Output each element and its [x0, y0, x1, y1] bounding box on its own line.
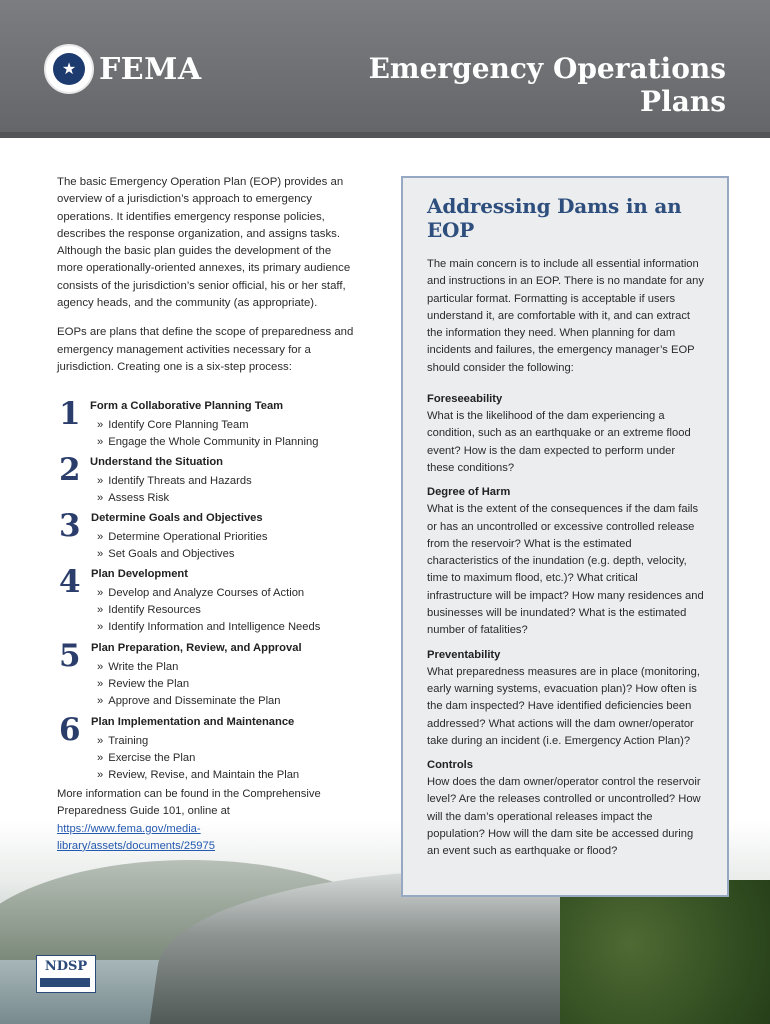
cpg-101-link[interactable]: https://www.fema.gov/media-library/assets/documents/25975 — [57, 822, 215, 852]
intro-paragraph-2: EOPs are plans that define the scope of preparedness and emergency management activities necessary for a jurisdiction. Creating one is a six-step process: — [57, 326, 354, 373]
section-heading: Preventability — [427, 648, 501, 661]
step-item: » Engage the Whole Community in Planning — [97, 434, 367, 451]
step-title: Plan Implementation and Maintenance — [91, 716, 295, 728]
step-title: Plan Development — [91, 568, 188, 580]
controls-section — [427, 757, 705, 860]
step-item: » Review the Plan — [97, 676, 367, 693]
step-number: 4 — [59, 564, 81, 600]
step-item-list — [97, 473, 367, 507]
step-item-list — [97, 733, 367, 784]
section-body: What preparedness measures are in place (monitoring, early warning systems, evacuation plan)? How often is the dam inspected? Have identified deficiencies been addressed? What actions will the dam owner/operator take during an incident (i.e. Emergency Action Plan)? — [427, 665, 700, 747]
header-banner — [0, 0, 770, 138]
step-title: Understand the Situation — [90, 456, 224, 468]
more-info-text — [57, 786, 357, 855]
step-item: » Write the Plan — [97, 659, 367, 676]
intro-text — [57, 174, 357, 388]
fema-logo: FEMA — [99, 52, 202, 87]
step-item-list — [97, 659, 367, 710]
step-number: 5 — [59, 638, 81, 674]
section-body: How does the dam owner/operator control the reservoir level? Are the releases controlled or uncontrolled? How will the dam’s operational releases impact the population? How will the dam site be accessed during an event such as earthquake or flood? — [427, 776, 701, 858]
step-title: Form a Collaborative Planning Team — [90, 400, 284, 412]
step-title: Plan Preparation, Review, and Approval — [91, 642, 302, 654]
header-stripe — [0, 132, 770, 138]
step-number: 1 — [59, 396, 81, 432]
step-number: 2 — [59, 452, 81, 488]
sidebar-intro: The main concern is to include all essential information and instructions in an EOP. There is no mandate for any particular format. Formatting is acceptable if users understand it, are comfortable with it, and can extract the information they need. When planning for dam incidents and failures, the emergency manager’s EOP should consider the following: — [427, 258, 704, 374]
ndsp-logo: NDSP — [36, 955, 96, 993]
sidebar-title: Addressing Dams in an EOP — [427, 194, 682, 242]
step-item: » Develop and Analyze Courses of Action — [97, 585, 367, 602]
section-body: What is the extent of the consequences if the dam fails or has an uncontrolled or excessive controlled release from the reservoir? What is the estimated characteristics of the inundation (e.g. depth, velocity, time to maximum flood, etc.)? What critical infrastructure will be impact? How many residences and businesses will be inundated? What is the estimated number of fatalities? — [427, 503, 704, 637]
step-title: Determine Goals and Objectives — [91, 512, 263, 524]
dams-sidebar — [401, 176, 729, 897]
preventability-section — [427, 647, 705, 750]
step-item: » Assess Risk — [97, 490, 367, 507]
section-heading: Foreseeability — [427, 393, 503, 406]
section-heading: Controls — [427, 759, 473, 772]
intro-paragraph-1: The basic Emergency Operation Plan (EOP) provides an overview of a jurisdiction’s approach to emergency operations. It identifies emergency response policies, describes the response organization, and assigns tasks. Although the basic plan guides the development of the more operationally-oriented annexes, its primary audience consists of the jurisdiction’s senior official, his or her staff, agency heads, and the community (as appropriate). — [57, 176, 351, 310]
more-info-sentence: More information can be found in the Comprehensive Preparedness Guide 101, online at — [57, 788, 321, 818]
step-item: » Identify Threats and Hazards — [97, 473, 367, 490]
step-item: » Identify Information and Intelligence Needs — [97, 619, 367, 636]
dhs-seal-icon: ★ — [44, 44, 94, 94]
step-item-list — [97, 585, 367, 636]
foreseeability-section — [427, 391, 705, 477]
degree-of-harm-section — [427, 484, 705, 639]
step-item: » Identify Core Planning Team — [97, 417, 367, 434]
step-item: » Determine Operational Priorities — [97, 529, 367, 546]
page-title: Emergency Operations Plans — [368, 52, 726, 118]
section-body: What is the likelihood of the dam experiencing a condition, such as an earthquake or an extreme flood event? How is the dam expected to perform under these conditions? — [427, 410, 691, 474]
section-heading: Degree of Harm — [427, 486, 511, 499]
step-item: » Set Goals and Objectives — [97, 546, 367, 563]
step-number: 6 — [59, 712, 81, 748]
step-item-list — [97, 529, 367, 563]
step-item-list — [97, 417, 367, 451]
step-item: » Identify Resources — [97, 602, 367, 619]
step-item: » Review, Revise, and Maintain the Plan — [97, 767, 367, 784]
step-item: » Exercise the Plan — [97, 750, 367, 767]
step-number: 3 — [59, 508, 81, 544]
step-item: » Training — [97, 733, 367, 750]
step-item: » Approve and Disseminate the Plan — [97, 693, 367, 710]
